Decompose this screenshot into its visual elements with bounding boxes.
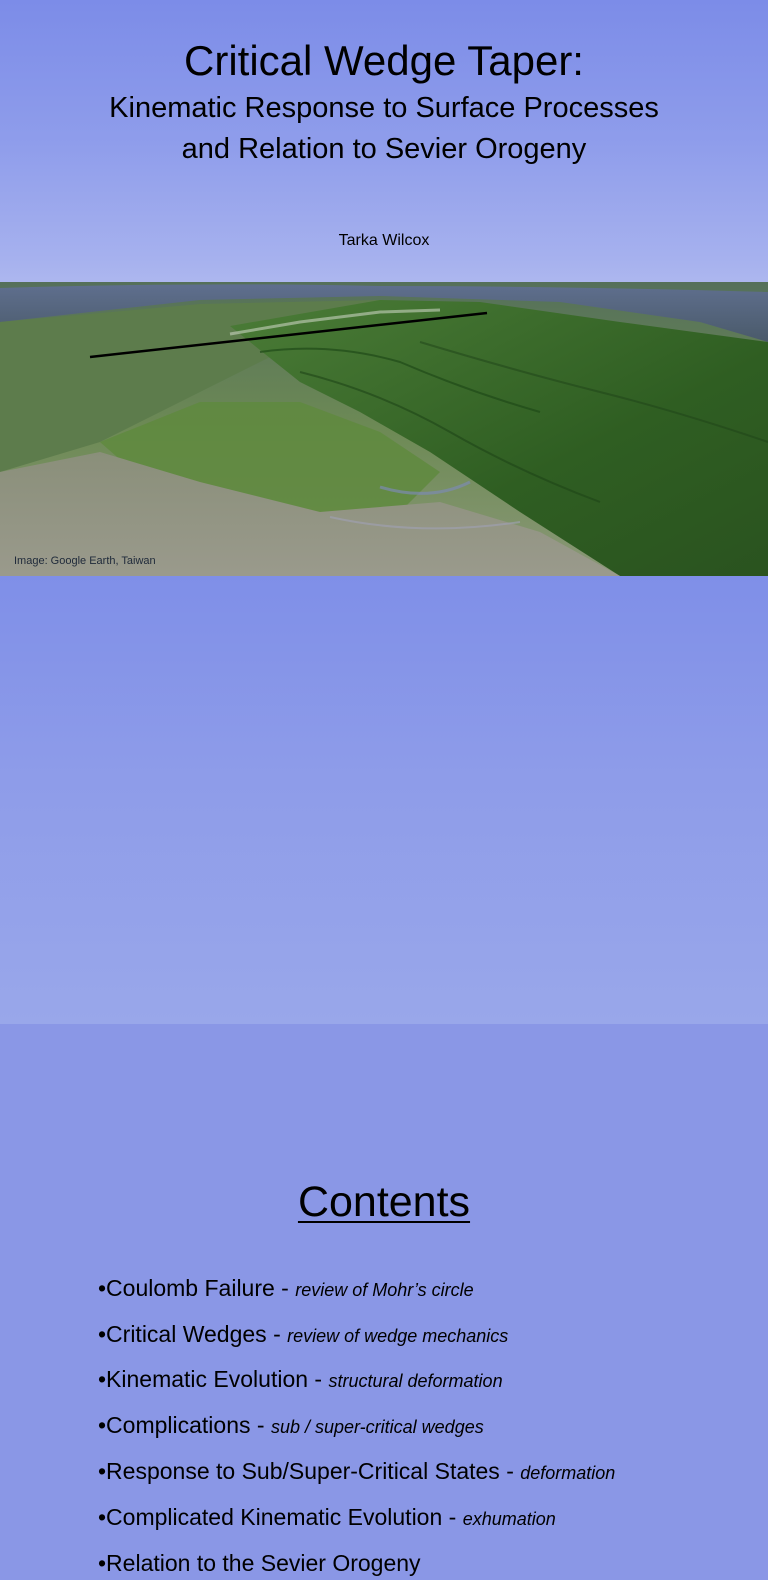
contents-item-note: review of Mohr’s circle	[295, 1280, 474, 1300]
contents-item-separator: -	[442, 1504, 463, 1530]
contents-item	[98, 1410, 484, 1442]
contents-item-separator: -	[266, 1321, 288, 1347]
slide-subtitle-line-1: Kinematic Response to Surface Processes	[109, 92, 659, 124]
contents-item-label: •Relation to the Sevier Orogeny	[98, 1550, 421, 1576]
title-slide	[0, 0, 768, 576]
contents-item	[98, 1319, 508, 1351]
terrain-image	[0, 282, 768, 576]
image-credit: Image: Google Earth, Taiwan	[14, 555, 156, 567]
contents-item-separator: -	[274, 1275, 296, 1301]
contents-item-note: review of wedge mechanics	[287, 1326, 509, 1346]
contents-item	[98, 1456, 615, 1488]
contents-item	[98, 1502, 556, 1534]
contents-item-separator: -	[308, 1366, 329, 1392]
contents-item-note: deformation	[520, 1463, 616, 1483]
contents-item-label: •Response to Sub/Super-Critical States	[98, 1458, 500, 1484]
author-name: Tarka Wilcox	[338, 232, 430, 249]
contents-slide	[0, 576, 768, 1576]
contents-item-note: sub / super-critical wedges	[270, 1417, 484, 1437]
contents-item	[98, 1548, 421, 1580]
contents-item-note: structural deformation	[328, 1371, 503, 1391]
contents-item	[98, 1364, 503, 1396]
contents-item-label: •Complications	[98, 1412, 251, 1438]
contents-item-label: •Coulomb Failure	[98, 1275, 275, 1301]
contents-item-note: exhumation	[462, 1509, 556, 1529]
contents-item-label: •Kinematic Evolution	[98, 1366, 309, 1392]
contents-item-label: •Critical Wedges	[98, 1321, 267, 1347]
contents-item-separator: -	[250, 1412, 271, 1438]
contents-item	[98, 1273, 474, 1305]
slide-subtitle-line-2: and Relation to Sevier Orogeny	[181, 133, 587, 165]
contents-title: Contents	[297, 1178, 471, 1226]
contents-item-label: •Complicated Kinematic Evolution	[98, 1504, 443, 1530]
slide-title: Critical Wedge Taper:	[184, 37, 584, 84]
contents-item-separator: -	[499, 1458, 521, 1484]
